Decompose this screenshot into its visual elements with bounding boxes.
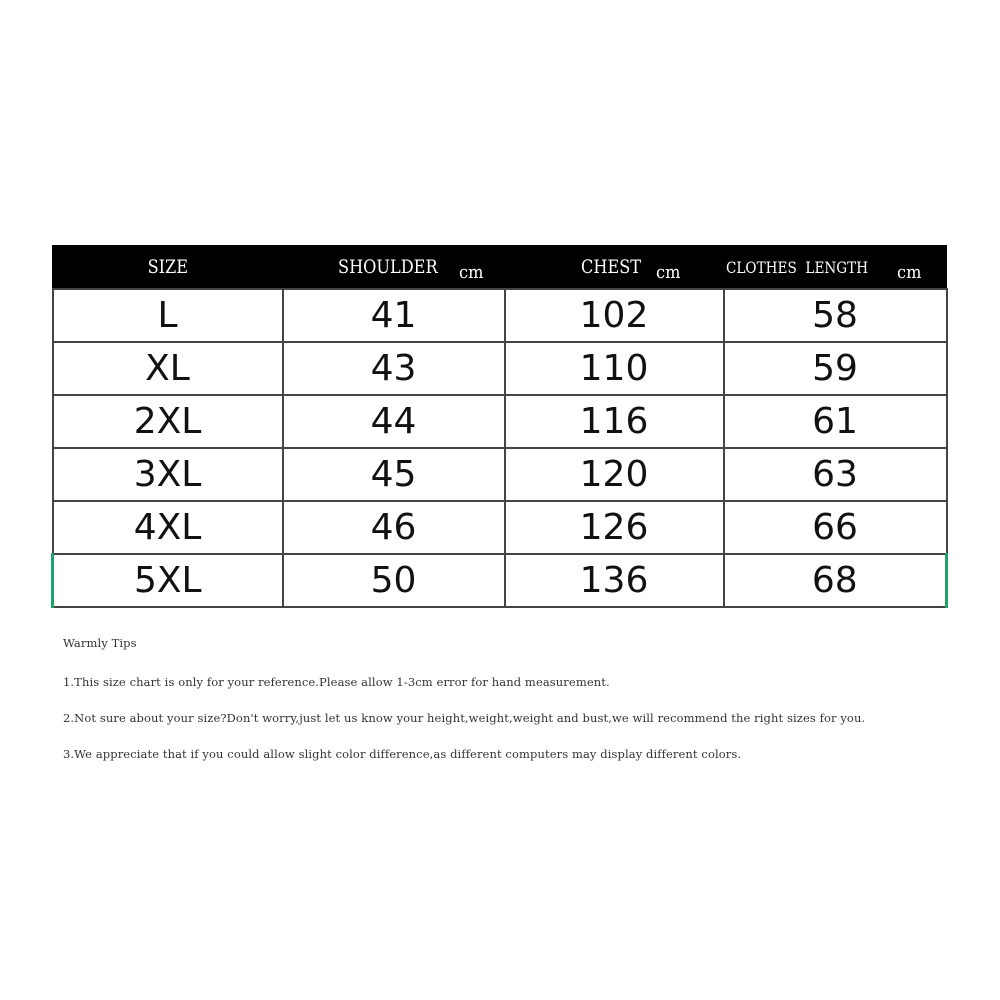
tips-title: Warmly Tips: [63, 636, 137, 650]
shoulder-cell: 44: [283, 395, 505, 448]
header-label: SIZE: [147, 256, 188, 278]
header-shoulder: [283, 246, 505, 290]
size-cell: 2XL: [53, 395, 283, 448]
header-unit: cm: [897, 261, 922, 283]
length-cell: 59: [724, 342, 947, 395]
length-cell: 63: [724, 448, 947, 501]
tip-item: 1.This size chart is only for your reference.Please allow 1-3cm error for hand measurement.: [63, 675, 610, 689]
chest-cell: 110: [505, 342, 724, 395]
shoulder-cell: 43: [283, 342, 505, 395]
header-unit: cm: [459, 262, 484, 283]
tip-item: 2.Not sure about your size?Don't worry,just let us know your height,weight,weight and bust,we will recommend the right sizes for you.: [63, 711, 866, 725]
chest-cell: 120: [505, 448, 724, 501]
table-row: [53, 501, 947, 554]
header-label: SHOULDER: [338, 256, 438, 278]
table-row: [53, 448, 947, 501]
table-row: [53, 342, 947, 395]
chest-cell: 102: [505, 289, 724, 342]
tip-item: 3.We appreciate that if you could allow slight color difference,as different computers may display different colors.: [63, 747, 742, 761]
shoulder-cell: 50: [283, 554, 505, 607]
chest-cell: 126: [505, 501, 724, 554]
size-cell: 5XL: [53, 554, 283, 607]
length-cell: 68: [724, 554, 947, 607]
tips-section: [63, 636, 963, 783]
table-row: [53, 395, 947, 448]
header-row: [53, 246, 947, 290]
header-clothes-length: [724, 246, 947, 290]
shoulder-cell: 45: [283, 448, 505, 501]
size-cell: L: [53, 289, 283, 342]
size-cell: 4XL: [53, 501, 283, 554]
chest-cell: 116: [505, 395, 724, 448]
chest-cell: 136: [505, 554, 724, 607]
size-cell: XL: [53, 342, 283, 395]
table-row: [53, 289, 947, 342]
header-size: [53, 246, 283, 290]
header-unit: cm: [655, 262, 681, 283]
length-cell: 58: [724, 289, 947, 342]
header-label: CHEST: [581, 256, 642, 278]
table-row: [53, 554, 947, 607]
length-cell: 66: [724, 501, 947, 554]
header-chest: [505, 246, 724, 290]
length-cell: 61: [724, 395, 947, 448]
size-cell: 3XL: [53, 448, 283, 501]
size-chart-table: [51, 245, 948, 608]
header-label: CLOTHES LENGTH: [726, 257, 869, 277]
shoulder-cell: 41: [283, 289, 505, 342]
shoulder-cell: 46: [283, 501, 505, 554]
